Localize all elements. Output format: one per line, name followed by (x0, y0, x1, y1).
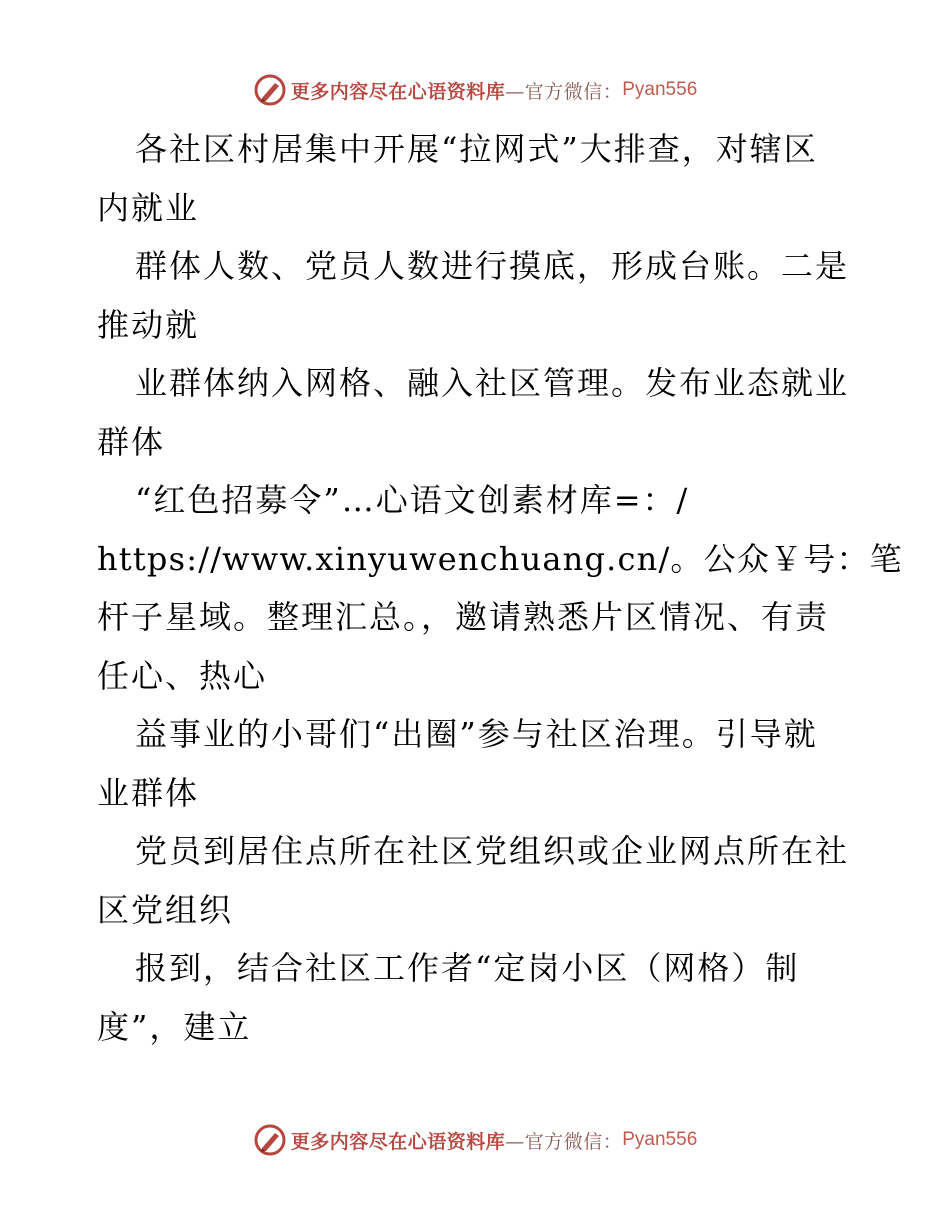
body-line-2: 内就业 (97, 188, 200, 227)
header-site-text: 更多内容尽在心语资料库 (290, 80, 506, 103)
body-line-5: 业群体纳入网格、融入社区管理。发布业态就业 (135, 364, 850, 402)
body-line-10: 任心、热心 (97, 656, 268, 695)
body-line-9: 杆子星域。整理汇总。，邀请熟悉片区情况、有责 (97, 598, 830, 636)
footer-wechat-id: Pyan556 (622, 1129, 698, 1150)
body-line-12: 业群体 (97, 773, 200, 812)
body-line-14: 区党组织 (97, 890, 234, 929)
pen-logo-icon (253, 73, 287, 107)
body-line-16: 度”，建立 (97, 1007, 252, 1046)
header-banner (0, 70, 950, 110)
footer-dash-text: —官方微信： (505, 1130, 623, 1153)
footer-banner (0, 1120, 950, 1160)
pen-logo-icon (253, 1123, 287, 1157)
body-line-15: 报到，结合社区工作者“定岗小区（网格）制 (135, 949, 800, 987)
footer-site-text: 更多内容尽在心语资料库 (290, 1130, 506, 1153)
document-body (97, 120, 903, 1056)
body-line-4: 推动就 (97, 305, 200, 344)
body-line-7: “红色招募令”…心语文创素材库=：/ (135, 481, 690, 519)
body-line-6: 群体 (97, 422, 166, 461)
body-line-13: 党员到居住点所在社区党组织或企业网点所在社 (135, 832, 850, 870)
body-line-8: https://www.xinyuwenchuang.cn/。公众￥号：笔 (97, 539, 903, 578)
header-wechat-id: Pyan556 (622, 79, 698, 100)
header-dash-text: —官方微信： (505, 80, 623, 103)
body-line-3: 群体人数、党员人数进行摸底，形成台账。二是 (135, 247, 850, 285)
body-line-11: 益事业的小哥们“出圈”参与社区治理。引导就 (135, 715, 818, 753)
body-line-1: 各社区村居集中开展“拉网式”大排查，对辖区 (135, 130, 818, 168)
